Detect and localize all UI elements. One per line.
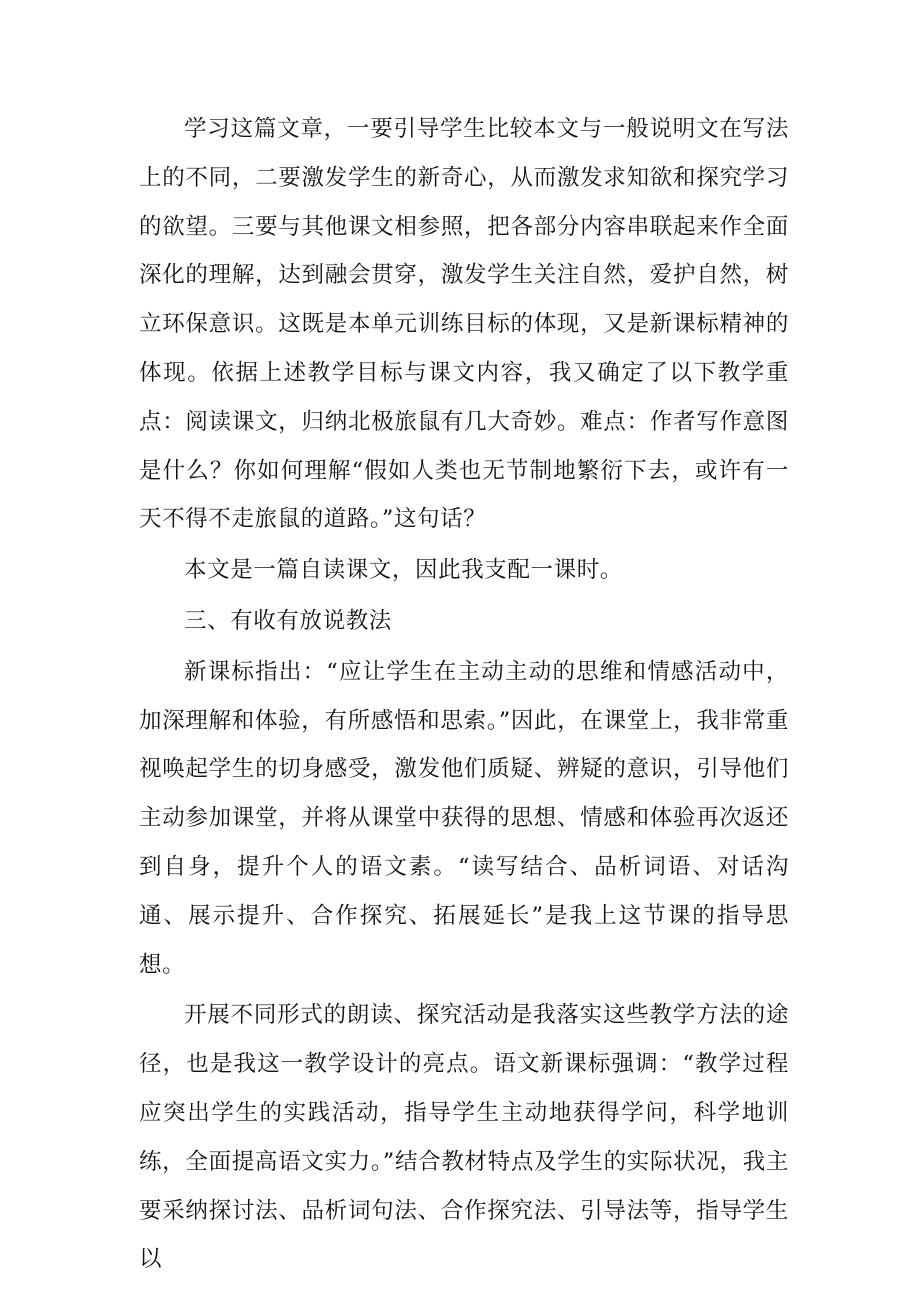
paragraph-objectives: 学习这篇文章，一要引导学生比较本文与一般说明文在写法上的不同，二要激发学生的新奇心，从而激发求知欲和探究学习的欲望。三要与其他课文相参照，把各部分内容串联起来作全面深化的理解，达到融会贯穿，激发学生关注自然，爱护自然，树立环保意识。这既是本单元训练目标的体现，又是新课标精神的体现。依据上述教学目标与课文内容，我又确定了以下教学重点：阅读课文，归纳北极旅鼠有几大奇妙。难点：作者写作意图是什么？你如何理解“假如人类也无节制地繁衍下去，或许有一天不得不走旅鼠的道路。”这句话？	[139, 116, 789, 533]
paragraph-reading-activities: 开展不同形式的朗读、探究活动是我落实这些教学方法的途径，也是我这一教学设计的亮点。语文新课标强调：“教学过程应突出学生的实践活动，指导学生主动地获得学问，科学地训练，全面提高语文实力。”结合教材特点及学生的实际状况，我主要采纳探讨法、品析词句法、合作探究法、引导法等，指导学生以	[139, 1002, 789, 1273]
paragraph-curriculum-standard: 新课标指出：“应让学生在主动主动的思维和情感活动中，加深理解和体验，有所感悟和思索。”因此，在课堂上，我非常重视唤起学生的切身感受，激发他们质疑、辨疑的意识，引导他们主动参加课堂，并将从课堂中获得的思想、情感和体验再次返还到自身，提升个人的语文素。“读写结合、品析词语、对话沟通、展示提升、合作探究、拓展延长”是我上这节课的指导思想。	[139, 658, 789, 978]
document-body	[139, 105, 789, 1284]
paragraph-class-hours: 本文是一篇自读课文，因此我支配一课时。	[184, 557, 623, 584]
section-heading-teaching-methods: 三、有收有放说教法	[184, 607, 392, 634]
